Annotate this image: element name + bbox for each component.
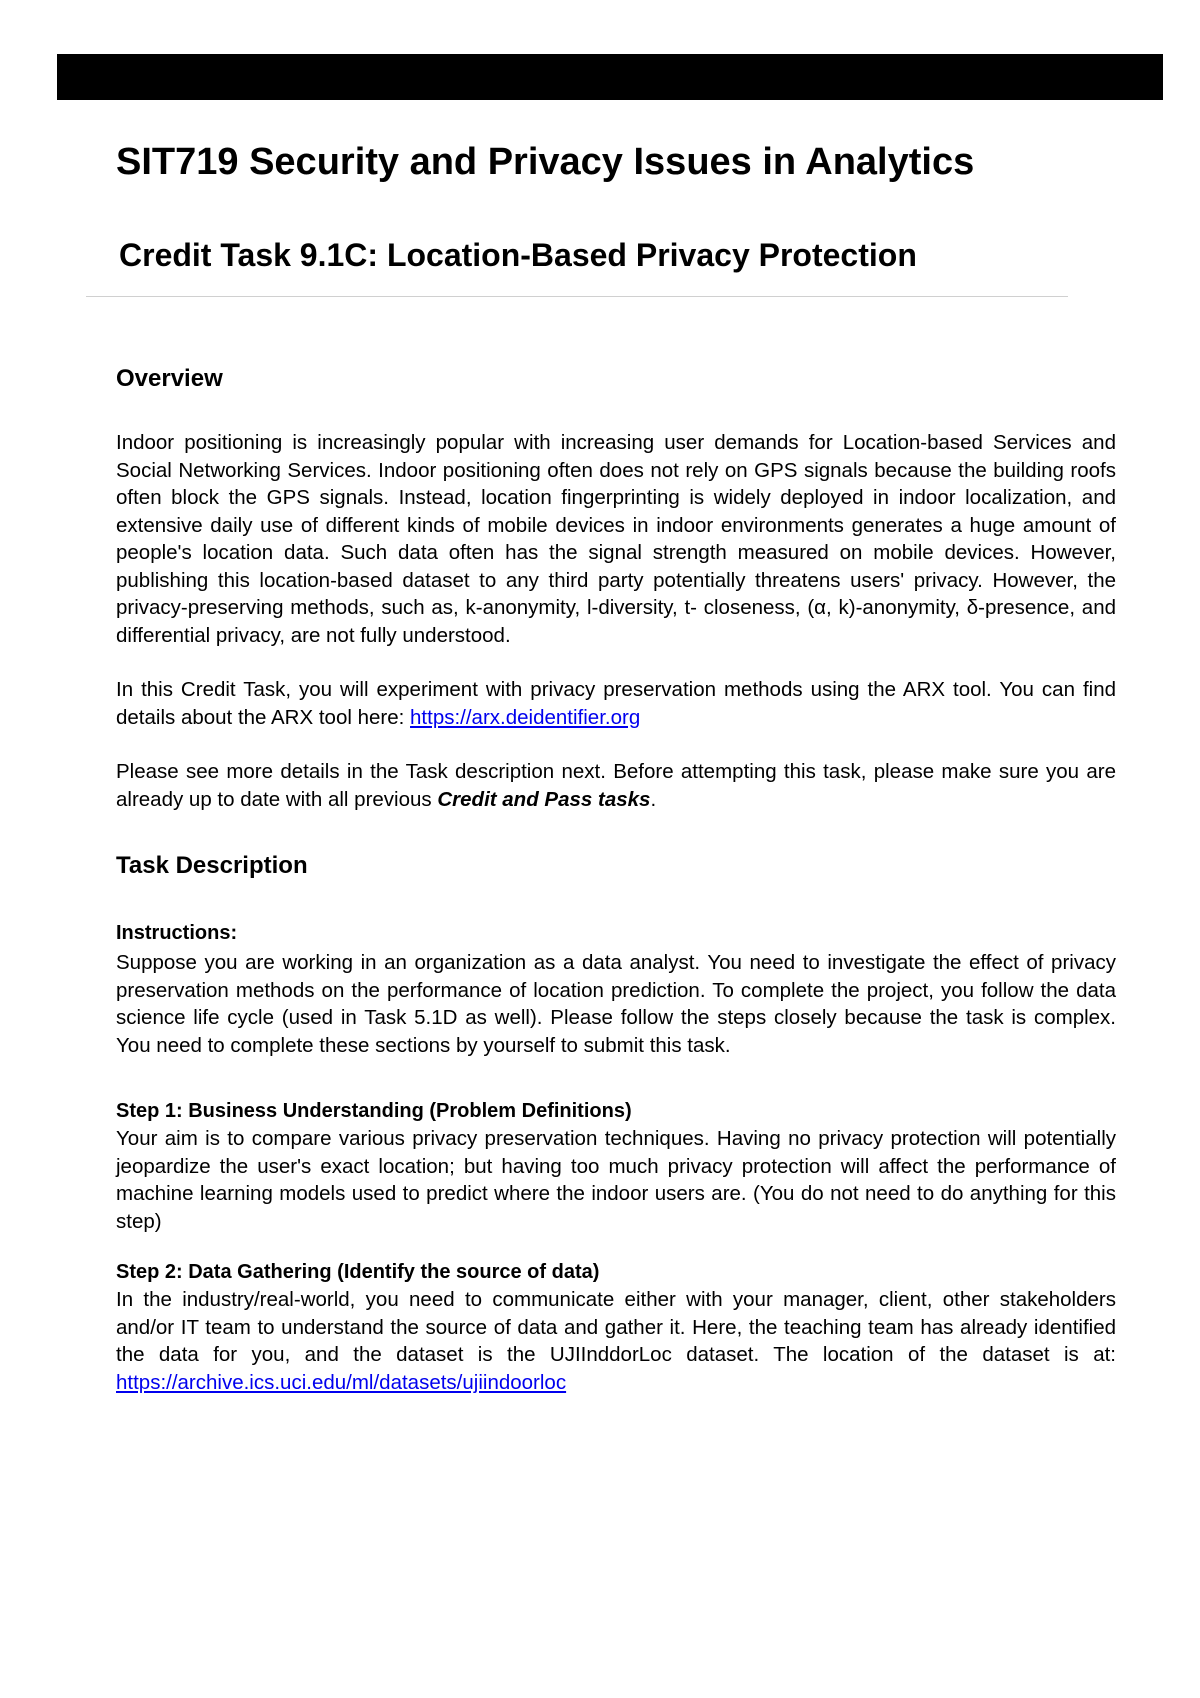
arx-paragraph-text: In this Credit Task, you will experiment with privacy preservation methods using the ARX tool. You can find details about the ARX tool here: bbox=[116, 678, 1116, 729]
prerequisite-emphasis: Credit and Pass tasks bbox=[437, 787, 651, 811]
prerequisite-text: Please see more details in the Task description next. Before attempting this task, please make sure you are already up to date with all previous bbox=[116, 760, 1116, 811]
prerequisite-end: . bbox=[650, 787, 657, 811]
overview-heading: Overview bbox=[116, 365, 223, 392]
task-title: Credit Task 9.1C: Location-Based Privacy Protection bbox=[119, 237, 917, 273]
step2-text: In the industry/real-world, you need to communicate either with your manager, client, other stakeholders and/or IT team to understand the source of data and gather it. Here, the teaching team has already identified the data for you, and the dataset is the UJIInddorLoc dataset. The location of the dataset is at: bbox=[116, 1288, 1116, 1366]
step2-heading: Step 2: Data Gathering (Identify the source of data) bbox=[116, 1261, 600, 1283]
step1-paragraph: Your aim is to compare various privacy preservation techniques. Having no privacy protection will potentially jeopardize the user's exact location; but having too much privacy protection will affect the performance of machine learning models used to predict where the indoor users are. (You do not need to do anything for this step) bbox=[116, 1127, 1116, 1233]
arx-paragraph bbox=[116, 676, 1116, 731]
instructions-heading: Instructions: bbox=[116, 922, 238, 944]
step1-heading: Step 1: Business Understanding (Problem Definitions) bbox=[116, 1100, 632, 1122]
dataset-link[interactable]: https://archive.ics.uci.edu/ml/datasets/ujiindoorloc bbox=[116, 1370, 567, 1394]
arx-link[interactable]: https://arx.deidentifier.org bbox=[410, 705, 641, 729]
prerequisite-paragraph bbox=[116, 758, 1116, 813]
course-title: SIT719 Security and Privacy Issues in Analytics bbox=[116, 141, 975, 183]
step2-paragraph bbox=[116, 1286, 1116, 1396]
instructions-paragraph: Suppose you are working in an organization as a data analyst. You need to investigate the effect of privacy preservation methods on the performance of location prediction. To complete the project, you follow the data science life cycle (used in Task 5.1D as well). Please follow the steps closely because the task is complex. You need to complete these sections by yourself to submit this task. bbox=[116, 951, 1116, 1057]
title-divider bbox=[86, 296, 1068, 297]
task-description-heading: Task Description bbox=[116, 852, 308, 879]
document-body bbox=[116, 136, 1116, 1396]
header-bar bbox=[57, 54, 1163, 100]
overview-paragraph: Indoor positioning is increasingly popular with increasing user demands for Location-based Services and Social Networking Services. Indoor positioning often does not rely on GPS signals because the building roofs often block the GPS signals. Instead, location fingerprinting is widely deployed in indoor localization, and extensive daily use of different kinds of mobile devices in indoor environments generates a huge amount of people's location data. Such data often has the signal strength measured on mobile devices. However, publishing this location-based dataset to any third party potentially threatens users' privacy. However, the privacy-preserving methods, such as, k-anonymity, l-diversity, t- closeness, (α, k)-anonymity, δ-presence, and differential privacy, are not fully understood. bbox=[116, 431, 1116, 647]
